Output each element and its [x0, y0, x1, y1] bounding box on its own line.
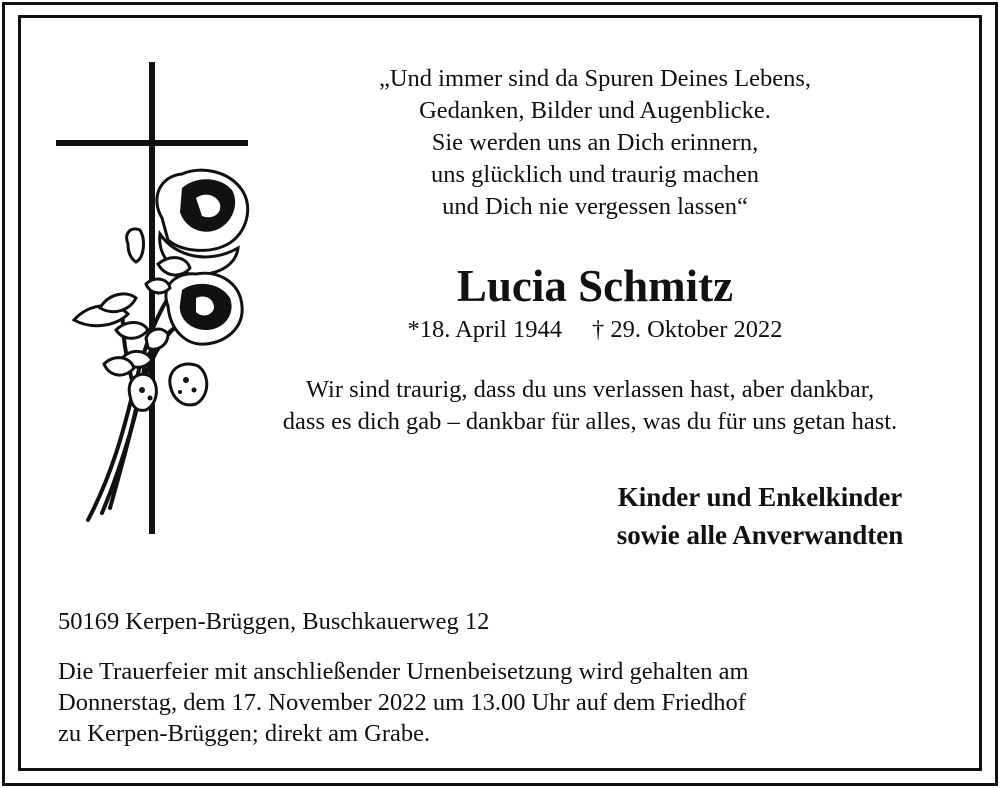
signers-line: Kinder und Enkelkinder: [617, 482, 903, 512]
gratitude-line: Wir sind traurig, dass du uns verlassen hast, aber dankbar,: [305, 376, 875, 403]
service-details: [58, 656, 749, 749]
signers-line: sowie alle Anverwandten: [616, 520, 904, 550]
deceased-name: Lucia Schmitz: [456, 261, 734, 311]
service-line: Die Trauerfeier mit anschließender Urnenbeisetzung wird gehalten am: [58, 658, 749, 685]
service-line: Donnerstag, dem 17. November 2022 um 13.00 Uhr auf dem Friedhof: [58, 689, 746, 716]
poem-line: Sie werden uns an Dich erinnern,: [431, 129, 759, 156]
poem-verse: [280, 63, 910, 223]
poem-line: Gedanken, Bilder und Augenblicke.: [419, 97, 771, 124]
address: 50169 Kerpen-Brüggen, Buschkauerweg 12: [58, 608, 490, 635]
poem-line: uns glücklich und traurig machen: [431, 161, 759, 188]
gratitude-text: [220, 374, 960, 438]
signers-block: [560, 478, 960, 554]
gratitude-line: dass es dich gab – dankbar für alles, was du für uns getan hast.: [282, 408, 898, 435]
service-line: zu Kerpen-Brüggen; direkt am Grabe.: [58, 720, 431, 747]
life-dates: [280, 314, 910, 346]
death-date: † 29. Oktober 2022: [591, 316, 783, 343]
poem-line: und Dich nie vergessen lassen“: [442, 193, 748, 220]
poem-line: „Und immer sind da Spuren Deines Lebens,: [378, 65, 812, 92]
cross-with-roses-icon: [50, 58, 260, 538]
birth-date: *18. April 1944: [407, 316, 562, 343]
